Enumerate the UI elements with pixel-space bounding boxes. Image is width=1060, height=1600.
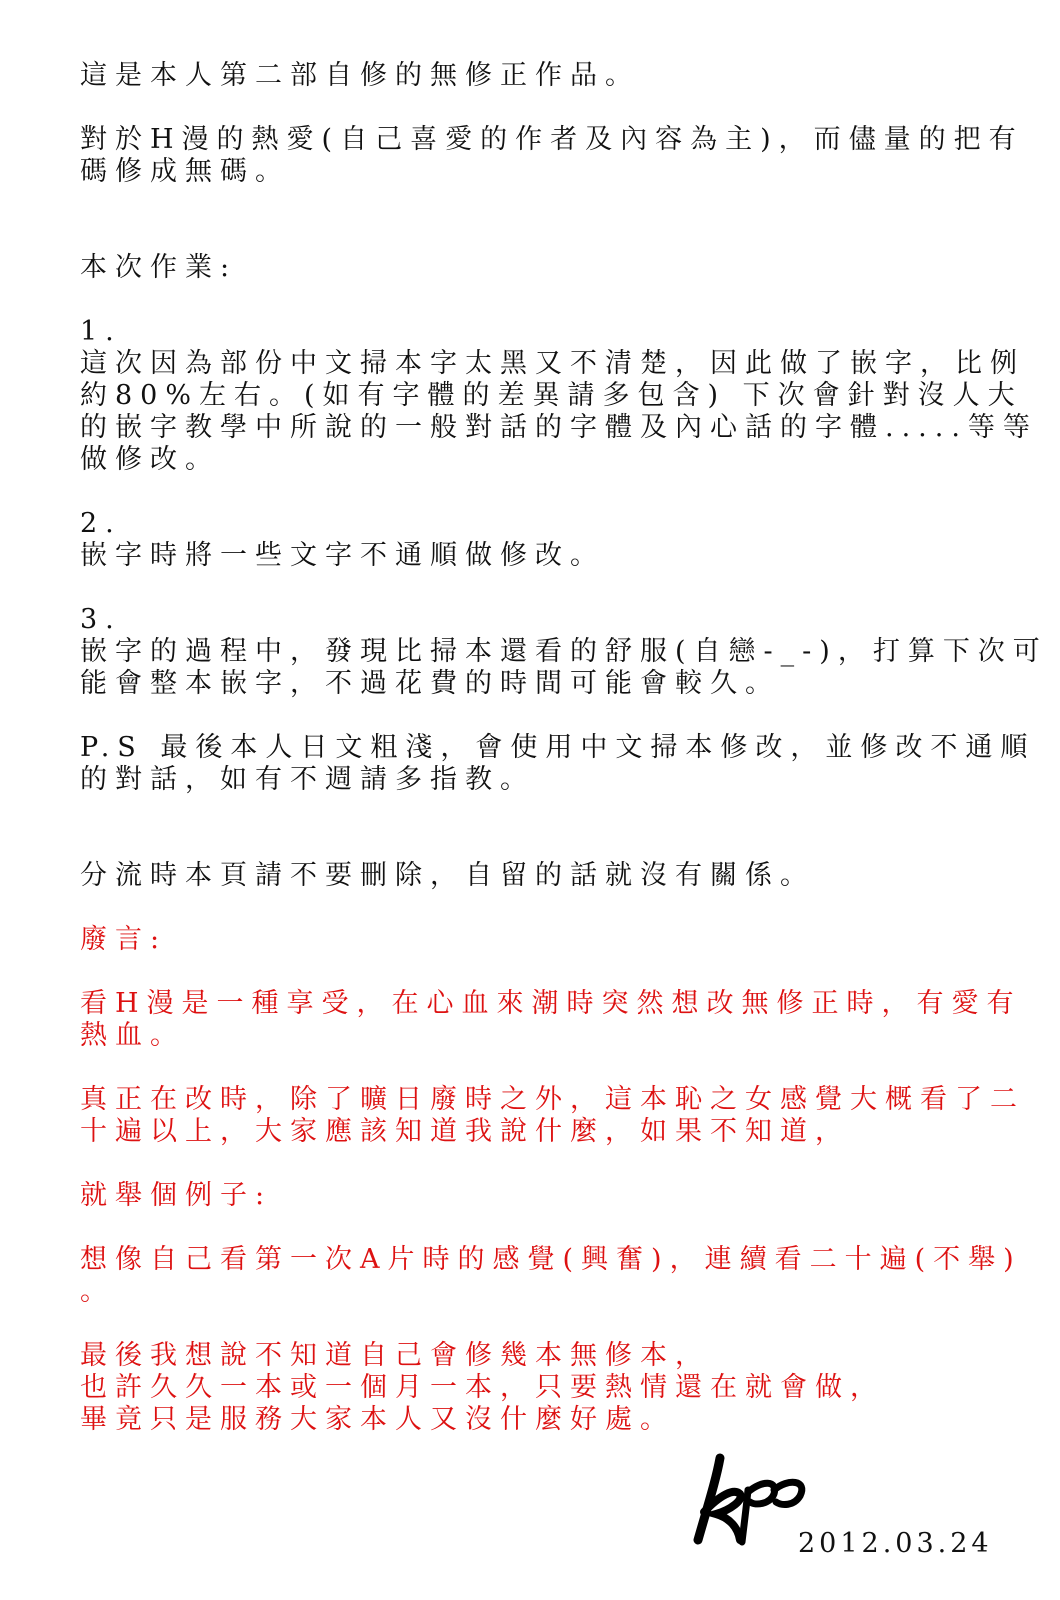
red-commentary <box>80 924 1025 1436</box>
commentary-line: 。 <box>80 1276 115 1307</box>
commentary-line: 看H漫是一種享受，在心血來潮時突然想改無修正時，有愛有 <box>80 988 1022 1019</box>
intro-paragraph-line: 對於H漫的熱愛(自己喜愛的作者及內容為主)，而儘量的把有 <box>80 124 1024 155</box>
commentary-line: 畢竟只是服務大家本人又沒什麼好處。 <box>80 1404 675 1435</box>
ps-line: 的對話，如有不週請多指教。 <box>80 764 535 795</box>
commentary-line: 十遍以上，大家應該知道我說什麼，如果不知道， <box>80 1116 850 1147</box>
document-body <box>80 60 1048 1436</box>
ps-line: P.S 最後本人日文粗淺，會使用中文掃本修改，並修改不通順 <box>80 732 1036 763</box>
section-heading: 本次作業: <box>80 252 238 283</box>
commentary-line: 也許久久一本或一個月一本，只要熱情還在就會做， <box>80 1372 885 1403</box>
commentary-line: 最後我想說不知道自己會修幾本無修本， <box>80 1340 710 1371</box>
intro-line: 這是本人第二部自修的無修正作品。 <box>80 60 640 91</box>
item-text-line: 嵌字的過程中，發現比掃本還看的舒服(自戀-_-)，打算下次可 <box>80 636 1048 667</box>
item-number: 3. <box>80 604 122 635</box>
item-number: 1. <box>80 316 122 347</box>
commentary-heading: 廢言: <box>80 924 168 955</box>
item-text-line: 約80%左右。(如有字體的差異請多包含) 下次會針對沒人大 <box>80 380 1023 411</box>
item-text-line: 這次因為部份中文掃本字太黑又不清楚，因此做了嵌字，比例 <box>80 348 1025 379</box>
item-text-line: 的嵌字教學中所說的一般對話的字體及內心話的字體.....等等 <box>80 412 1038 443</box>
signature-date: 2012.03.24 <box>798 1528 993 1559</box>
item-number: 2. <box>80 508 122 539</box>
item-text-line: 做修改。 <box>80 444 220 475</box>
commentary-line: 想像自己看第一次A片時的感覺(興奮)，連續看二十遍(不舉) <box>80 1244 1022 1275</box>
item-text-line: 嵌字時將一些文字不通順做修改。 <box>80 540 605 571</box>
intro-paragraph-line: 碼修成無碼。 <box>80 156 290 187</box>
commentary-line: 就舉個例子: <box>80 1180 273 1211</box>
commentary-line: 熱血。 <box>80 1020 185 1051</box>
notice-line: 分流時本頁請不要刪除，自留的話就沒有關係。 <box>80 860 815 891</box>
item-text-line: 能會整本嵌字，不過花費的時間可能會較久。 <box>80 668 780 699</box>
commentary-line: 真正在改時，除了曠日廢時之外，這本恥之女感覺大概看了二 <box>80 1084 1025 1115</box>
